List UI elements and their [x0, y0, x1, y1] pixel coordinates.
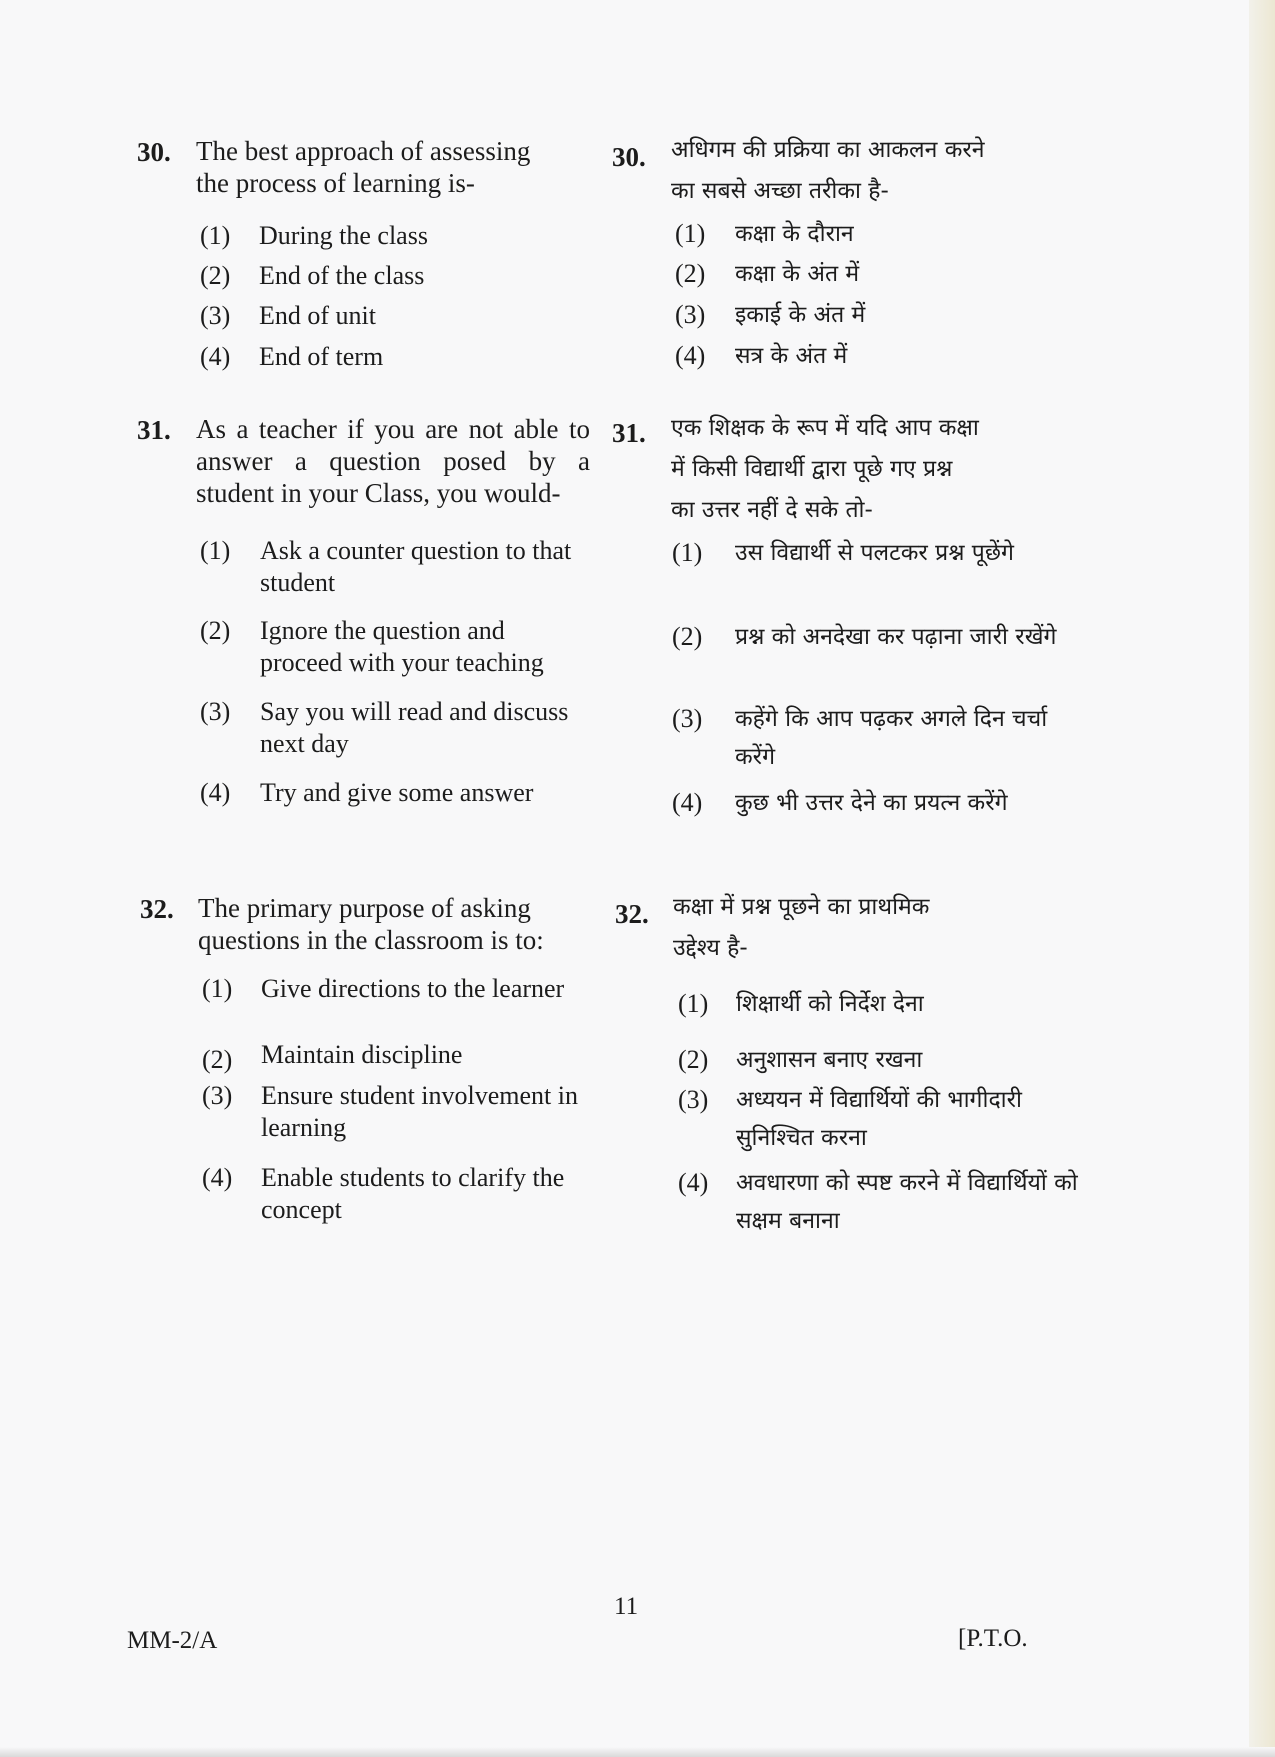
option-number: (2): [678, 1045, 709, 1074]
option-number: (3): [675, 300, 706, 329]
option-text: Try and give some answer: [260, 778, 534, 807]
option-text: अनुशासन बनाए रखना: [736, 1047, 923, 1073]
option: [202, 1080, 597, 1144]
stem-line: में किसी विद्यार्थी द्वारा पूछे गए प्रश्न: [671, 456, 953, 482]
option-text: Ignore the question and proceed with your teaching: [260, 616, 544, 677]
option: [672, 618, 1082, 656]
option-number: (1): [200, 221, 231, 250]
option: [200, 777, 590, 809]
option: [672, 534, 1082, 572]
option-number: (1): [200, 536, 231, 565]
option-text: Ask a counter question to that student: [260, 536, 572, 597]
option: [202, 1162, 597, 1226]
option-text: Maintain discipline: [261, 1040, 463, 1069]
option: [202, 1039, 597, 1076]
option-number: (4): [200, 778, 231, 807]
option-number: (4): [678, 1168, 709, 1197]
option: [678, 1041, 1088, 1079]
option-text: शिक्षार्थी को निर्देश देना: [736, 991, 924, 1017]
option-number: (2): [200, 616, 231, 645]
stem-line: कक्षा में प्रश्न पूछने का प्राथमिक: [673, 894, 930, 920]
page-number: 11: [614, 1593, 639, 1620]
option-text: कुछ भी उत्तर देने का प्रयत्न करेंगे: [735, 790, 1008, 816]
option: [200, 220, 590, 252]
option-text: End of unit: [259, 301, 376, 330]
option-number: (3): [202, 1081, 233, 1110]
page-bottom-edge: [0, 1747, 1275, 1757]
stem-line: का उत्तर नहीं दे सके तो-: [671, 497, 873, 523]
option-text: Enable students to clarify the concept: [261, 1163, 565, 1224]
stem-line: उद्देश्य है-: [673, 935, 748, 961]
option: [200, 535, 590, 599]
option: [675, 255, 1095, 293]
option: [672, 784, 1082, 822]
document-code: MM-2/A: [127, 1627, 218, 1654]
option: [200, 341, 590, 373]
option-number: (1): [678, 989, 709, 1018]
question-stem: As a teacher if you are not able to answer a question posed by a student in your Class, you would-: [196, 414, 590, 508]
option-text: सत्र के अंत में: [735, 343, 848, 369]
option: [672, 700, 1082, 776]
page-edge-shadow: [1249, 0, 1275, 1757]
question-number: 32.: [140, 894, 174, 924]
option: [675, 337, 1095, 375]
stem-line: एक शिक्षक के रूप में यदि आप कक्षा: [671, 415, 979, 441]
option-text: During the class: [259, 221, 428, 250]
question-stem: [673, 887, 1093, 969]
option-text: अवधारणा को स्पष्ट करने में विद्यार्थियों को सक्षम बनाना: [736, 1170, 1078, 1234]
option: [678, 985, 1088, 1023]
stem-line: का सबसे अच्छा तरीका है-: [671, 178, 889, 204]
option-number: (1): [675, 219, 706, 248]
question-number: 31.: [137, 415, 171, 445]
option-number: (1): [672, 538, 703, 567]
option: [675, 296, 1095, 334]
option-number: (4): [202, 1163, 233, 1192]
option-text: Give directions to the learner: [261, 974, 565, 1003]
option-number: (3): [678, 1085, 709, 1114]
option: [200, 696, 590, 760]
option-number: (3): [200, 301, 231, 330]
option: [200, 300, 590, 332]
option-number: (1): [202, 974, 233, 1003]
option-text: Say you will read and discuss next day: [260, 697, 569, 758]
option-text: इकाई के अंत में: [735, 302, 866, 328]
please-turn-over: [P.T.O.: [958, 1625, 1028, 1652]
stem-line: questions in the classroom is to:: [198, 925, 544, 955]
option: [200, 260, 590, 292]
option-text: कक्षा के दौरान: [735, 221, 854, 247]
option-number: (4): [672, 788, 703, 817]
option-number: (4): [200, 342, 231, 371]
question-number: 32.: [615, 899, 649, 929]
question-number: 30.: [612, 142, 646, 172]
stem-line: अधिगम की प्रक्रिया का आकलन करने: [671, 137, 985, 163]
option-number: (3): [672, 704, 703, 733]
option-text: कहेंगे कि आप पढ़कर अगले दिन चर्चा करेंगे: [735, 706, 1048, 770]
stem-line: The primary purpose of asking: [198, 893, 531, 923]
stem-line: the process of learning is-: [196, 168, 475, 198]
option-number: (2): [200, 261, 231, 290]
question-stem: [671, 130, 1091, 212]
option-number: (3): [200, 697, 231, 726]
option: [675, 215, 1095, 253]
option-number: (2): [202, 1045, 233, 1074]
option-number: (2): [675, 259, 706, 288]
option-number: (4): [675, 341, 706, 370]
question-stem: [198, 892, 598, 956]
question-stem: [196, 135, 596, 199]
option-text: End of the class: [259, 261, 425, 290]
question-number: 31.: [612, 418, 646, 448]
option-text: Ensure student involvement in learning: [261, 1081, 579, 1142]
question-stem: [671, 408, 1101, 531]
option-text: उस विद्यार्थी से पलटकर प्रश्न पूछेंगे: [735, 540, 1014, 566]
option-text: अध्ययन में विद्यार्थियों की भागीदारी सुनिश्चित करना: [736, 1087, 1022, 1151]
option: [200, 615, 590, 679]
option: [678, 1164, 1088, 1240]
stem-line: The best approach of assessing: [196, 136, 531, 166]
option-text: End of term: [259, 342, 384, 371]
option-text: कक्षा के अंत में: [735, 261, 860, 287]
option-number: (2): [672, 622, 703, 651]
question-number: 30.: [137, 137, 171, 167]
option: [202, 973, 597, 1005]
option-text: प्रश्न को अनदेखा कर पढ़ाना जारी रखेंगे: [735, 624, 1057, 650]
option: [678, 1081, 1088, 1157]
